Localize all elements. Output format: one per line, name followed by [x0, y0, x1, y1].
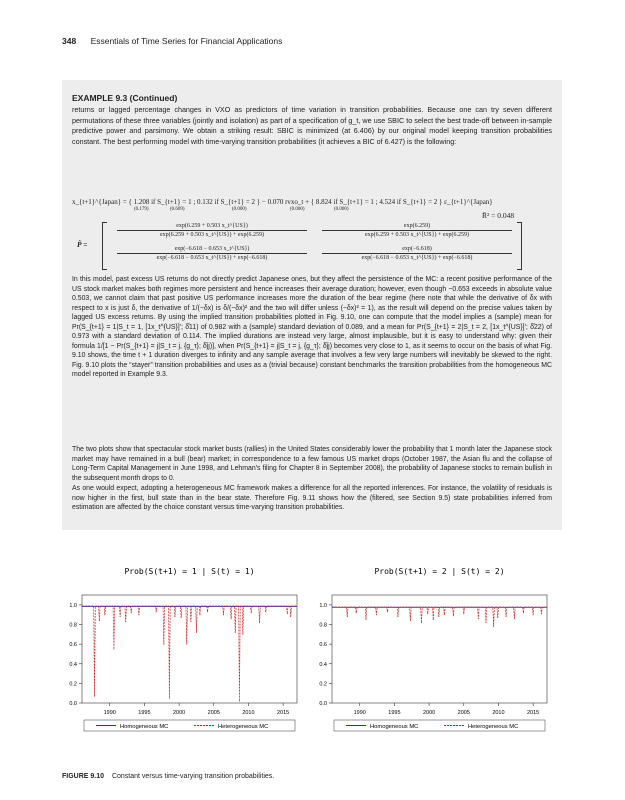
heterogeneous-dip-point — [485, 622, 486, 623]
heterogeneous-dip-point — [196, 632, 197, 633]
figure-9-10 — [0, 540, 625, 770]
heterogeneous-dip-point — [190, 621, 191, 622]
heterogeneous-dip-point — [290, 616, 291, 617]
heterogeneous-dip-point — [94, 696, 95, 697]
heterogeneous-dip-point — [523, 612, 524, 613]
eq1-se1: (0.179) — [134, 207, 149, 212]
m21-numerator: exp(−6.618 − 0.653 x_t^{US}) — [117, 246, 307, 254]
heterogeneous-dip-point — [463, 613, 464, 614]
legend-heterogeneous-label: Heterogeneous MC — [468, 724, 519, 730]
y-tick-label: 0.6 — [69, 642, 77, 649]
heterogeneous-dip-point — [163, 644, 164, 645]
figure-caption — [62, 773, 274, 780]
heterogeneous-dip-point — [541, 613, 542, 614]
heterogeneous-dip-point — [104, 614, 105, 615]
x-tick-label: 2000 — [172, 710, 186, 716]
x-tick-label: 1995 — [388, 710, 401, 716]
y-tick-label: 0.8 — [69, 622, 77, 629]
chart-title: Prob(S(t+1) = 1 | S(t) = 1) — [124, 567, 255, 576]
heterogeneous-dip-point — [444, 614, 445, 615]
eq1-se4: (0.000) — [290, 207, 305, 212]
m22-numerator: exp(−6.618) — [322, 246, 512, 254]
heterogeneous-dip-point — [533, 614, 534, 615]
x-tick-label: 2010 — [242, 710, 255, 716]
heterogeneous-dip-point — [478, 618, 479, 619]
eq1-se3: (0.000) — [232, 207, 247, 212]
heterogeneous-dip-point — [125, 621, 126, 622]
heterogeneous-dip-point — [223, 614, 224, 615]
transition-matrix — [72, 222, 552, 272]
matrix-label: P̂ = — [77, 240, 88, 249]
matrix-cell-12 — [322, 223, 512, 238]
heterogeneous-dip-point — [186, 644, 187, 645]
heterogeneous-dip-point — [113, 649, 114, 650]
matrix-cell-22 — [322, 246, 512, 261]
heterogeneous-dip-point — [156, 611, 157, 612]
heterogeneous-dip-point — [356, 612, 357, 613]
heterogeneous-dip-point — [239, 701, 240, 702]
eq1-r2: R̄² = 0.048 — [482, 211, 515, 220]
heterogeneous-dip-point — [242, 634, 243, 635]
y-tick-label: 0.0 — [69, 701, 77, 707]
page-number: 348 — [62, 36, 77, 46]
example-title: EXAMPLE 9.3 (Continued) — [72, 93, 178, 103]
paragraph-4: As one would expect, adopting a heterogeneous MC framework makes a difference for all the reported inferences. For instance, the volatility of residuals is now higher in the first, bull state than in the bear state. Therefore Fig. 9.11 shows how the (filtered, see Section 9.5) state probabilities inferred from estimation are affected by the choice constant versus time-varying transition probabilities. — [72, 485, 552, 511]
page-header — [62, 36, 585, 46]
heterogeneous-dip-point — [453, 615, 454, 616]
heterogeneous-dip-point — [427, 613, 428, 614]
x-tick-label: 2000 — [422, 710, 436, 716]
m11-denominator: exp(6.259 + 0.503 x_t^{US}) + exp(6.259) — [160, 232, 264, 238]
legend-homogeneous-label: Homogeneous MC — [370, 724, 419, 730]
eq1-body: x_{t+1}^{Japan} = { 1.208 if S_{t+1} = 1 ; 0.132 if S_{t+1} = 2 } − 0.070 rvxo_t + { 8.824 if S_{t+1} = 1 ; 4.524 if S_{t+1} = 2 } ε_{t+1}^{Japan} — [72, 198, 493, 206]
heterogeneous-dip-point — [506, 616, 507, 617]
y-tick-label: 0.8 — [319, 622, 327, 629]
heterogeneous-series-line — [82, 606, 297, 701]
heterogeneous-dip-point — [421, 622, 422, 623]
y-tick-label: 0.4 — [69, 661, 77, 668]
y-tick-label: 0.2 — [69, 681, 77, 688]
y-tick-label: 0.2 — [319, 681, 327, 688]
heterogeneous-dip-point — [514, 618, 515, 619]
heterogeneous-dip-point — [199, 614, 200, 615]
m12-denominator: exp(6.259 + 0.503 x_t^{US}) + exp(6.259) — [365, 232, 469, 238]
heterogeneous-dip-point — [235, 632, 236, 633]
x-tick-label: 2015 — [527, 710, 540, 716]
heterogeneous-dip-point — [493, 626, 494, 627]
heterogeneous-dip-point — [438, 616, 439, 617]
heterogeneous-dip-point — [365, 619, 366, 620]
m22-denominator: exp(−6.618 − 0.653 x_t^{US}) + exp(−6.618) — [361, 255, 473, 261]
heterogeneous-dip-point — [497, 617, 498, 618]
m12-numerator: exp(6.259) — [322, 223, 512, 231]
heterogeneous-dip-point — [138, 614, 139, 615]
heterogeneous-dip-point — [433, 619, 434, 620]
heterogeneous-dip-point — [287, 613, 288, 614]
heterogeneous-dip-point — [181, 617, 182, 618]
y-tick-label: 0.4 — [319, 661, 327, 668]
heterogeneous-dip-point — [120, 616, 121, 617]
matrix-cell-11 — [117, 223, 307, 238]
x-tick-label: 2010 — [492, 710, 505, 716]
m21-denominator: exp(−6.618 − 0.653 x_t^{US}) + exp(−6.618) — [156, 255, 268, 261]
heterogeneous-dip-point — [207, 611, 208, 612]
y-tick-label: 1.0 — [69, 602, 77, 609]
paragraph-2: In this model, past excess US returns do not directly predict Japanese ones, but they affect the persistence of the MC: a recent positive performance of the US stock market makes both regimes more persistent and hence increases their average duration; however, even though −0.653 exceeds in absolute value 0.503, we cannot claim that past positive US performance increases more the duration of the bear regime (here note that while the derivative of δx with respect to x is just δ, the derivative of 1/(−δx) is δ/(−δx)² and the two will differ unless (−δx)² = 1), as the result will depend on the precise values taken by lagged US excess returns. By using the implied transition probabilities plotted in Fig. 9.10, one can compute that the model implies a (sample) mean for Pr(S_{t+1} = 1|S_t = 1, [1x_t^{US}]'; δ̂11) of 0.982 with a (sample) standard deviation of 0.089, and a mean for Pr(S_{t+1} = 2|S_t = 2, [1x_t^{US}]'; δ̂22) of 0.973 with a standard deviation of 0.114. The implied durations are instead very large, almost implausible, but it is easy to understand why: given their formula 1/[1 − Pr(S_{t+1} = j|S_t = j, {g_τ}; δ̂jj)], when Pr(S_{t+1} = j|S_t = j, {g_τ}; δ̂jj) becomes very close to 1, as it seems to occur on the basis of what Fig. 9.10 shows, the time t + 1 duration diverges to infinity and any sample average that involves a few very large numbers will inevitably be skewed to the right. Fig. 9.10 plots the “stayer” transition probabilities and uses as a (trivial because) constant benchmarks the transition probabilities from the homogeneous MC model reported in Example 9.3. — [72, 276, 552, 378]
legend-homogeneous-label: Homogeneous MC — [120, 724, 169, 730]
x-tick-label: 1990 — [103, 710, 116, 716]
chart-title: Prob(S(t+1) = 2 | S(t) = 2) — [374, 567, 505, 576]
heterogeneous-dip-point — [265, 611, 266, 612]
matrix-left-bracket — [102, 222, 107, 270]
matrix-right-bracket — [517, 222, 522, 270]
heterogeneous-dip-point — [174, 616, 175, 617]
heterogeneous-dip-point — [131, 612, 132, 613]
eq1-se5: (0.000) — [334, 207, 349, 212]
legend-heterogeneous-label: Heterogeneous MC — [218, 724, 269, 730]
heterogeneous-dip-point — [99, 620, 100, 621]
x-tick-label: 1990 — [353, 710, 366, 716]
heterogeneous-dip-point — [347, 616, 348, 617]
example-box — [62, 80, 562, 530]
x-tick-label: 2005 — [207, 710, 220, 716]
paragraph-1: returns or lagged percentage changes in VXO as predictors of time variation in transition probabilities. Because one can try seven different permutations of these three variables (jointly and isolation) as part of a specification of g_t, we use SBIC to select the best trade-off between in-sample predictive power and parsimony. We obtain a striking result: SBIC is minimized (at 6.406) by our original model keeping transition probabilities constant. The best performing model with time-varying transition probabilities (it achieves a BIC of 6.427) is the following: — [72, 105, 552, 146]
equation-1 — [72, 198, 552, 222]
book-title: Essentials of Time Series for Financial Applications — [90, 36, 283, 46]
y-tick-label: 0.6 — [319, 642, 327, 649]
heterogeneous-dip-point — [410, 620, 411, 621]
heterogeneous-series-line — [332, 607, 547, 627]
eq1-se2: (0.609) — [170, 207, 185, 212]
x-tick-label: 2005 — [457, 710, 470, 716]
caption-label: FIGURE 9.10 — [62, 773, 105, 780]
heterogeneous-dip-point — [376, 614, 377, 615]
x-tick-label: 1995 — [138, 710, 151, 716]
m11-numerator: exp(6.259 + 0.503 x_t^{US}) — [117, 223, 307, 231]
paragraph-3: The two plots show that spectacular stock market busts (rallies) in the United States considerably lower the probability that 1 month later the Japanese stock market may have remained in a bull (bear) market; in correspondence to a few famous US market drops (October 1987, the Asian flu and the collapse of Long-Term Capital Management in June 1998, and Lehman's filing for Chapter 8 in September 2008), the probability of Japanese stocks to remain bullish in the subsequent month drops to 0. — [72, 446, 552, 482]
caption-text: Constant versus time-varying transition probabilities. — [111, 773, 275, 780]
heterogeneous-dip-point — [397, 616, 398, 617]
heterogeneous-dip-point — [387, 611, 388, 612]
y-tick-label: 1.0 — [319, 602, 327, 609]
heterogeneous-dip-point — [251, 612, 252, 613]
x-tick-label: 2015 — [277, 710, 290, 716]
heterogeneous-dip-point — [259, 622, 260, 623]
matrix-cell-21 — [117, 246, 307, 261]
heterogeneous-dip-point — [231, 618, 232, 619]
heterogeneous-dip-point — [169, 698, 170, 699]
y-tick-label: 0.0 — [319, 701, 327, 707]
